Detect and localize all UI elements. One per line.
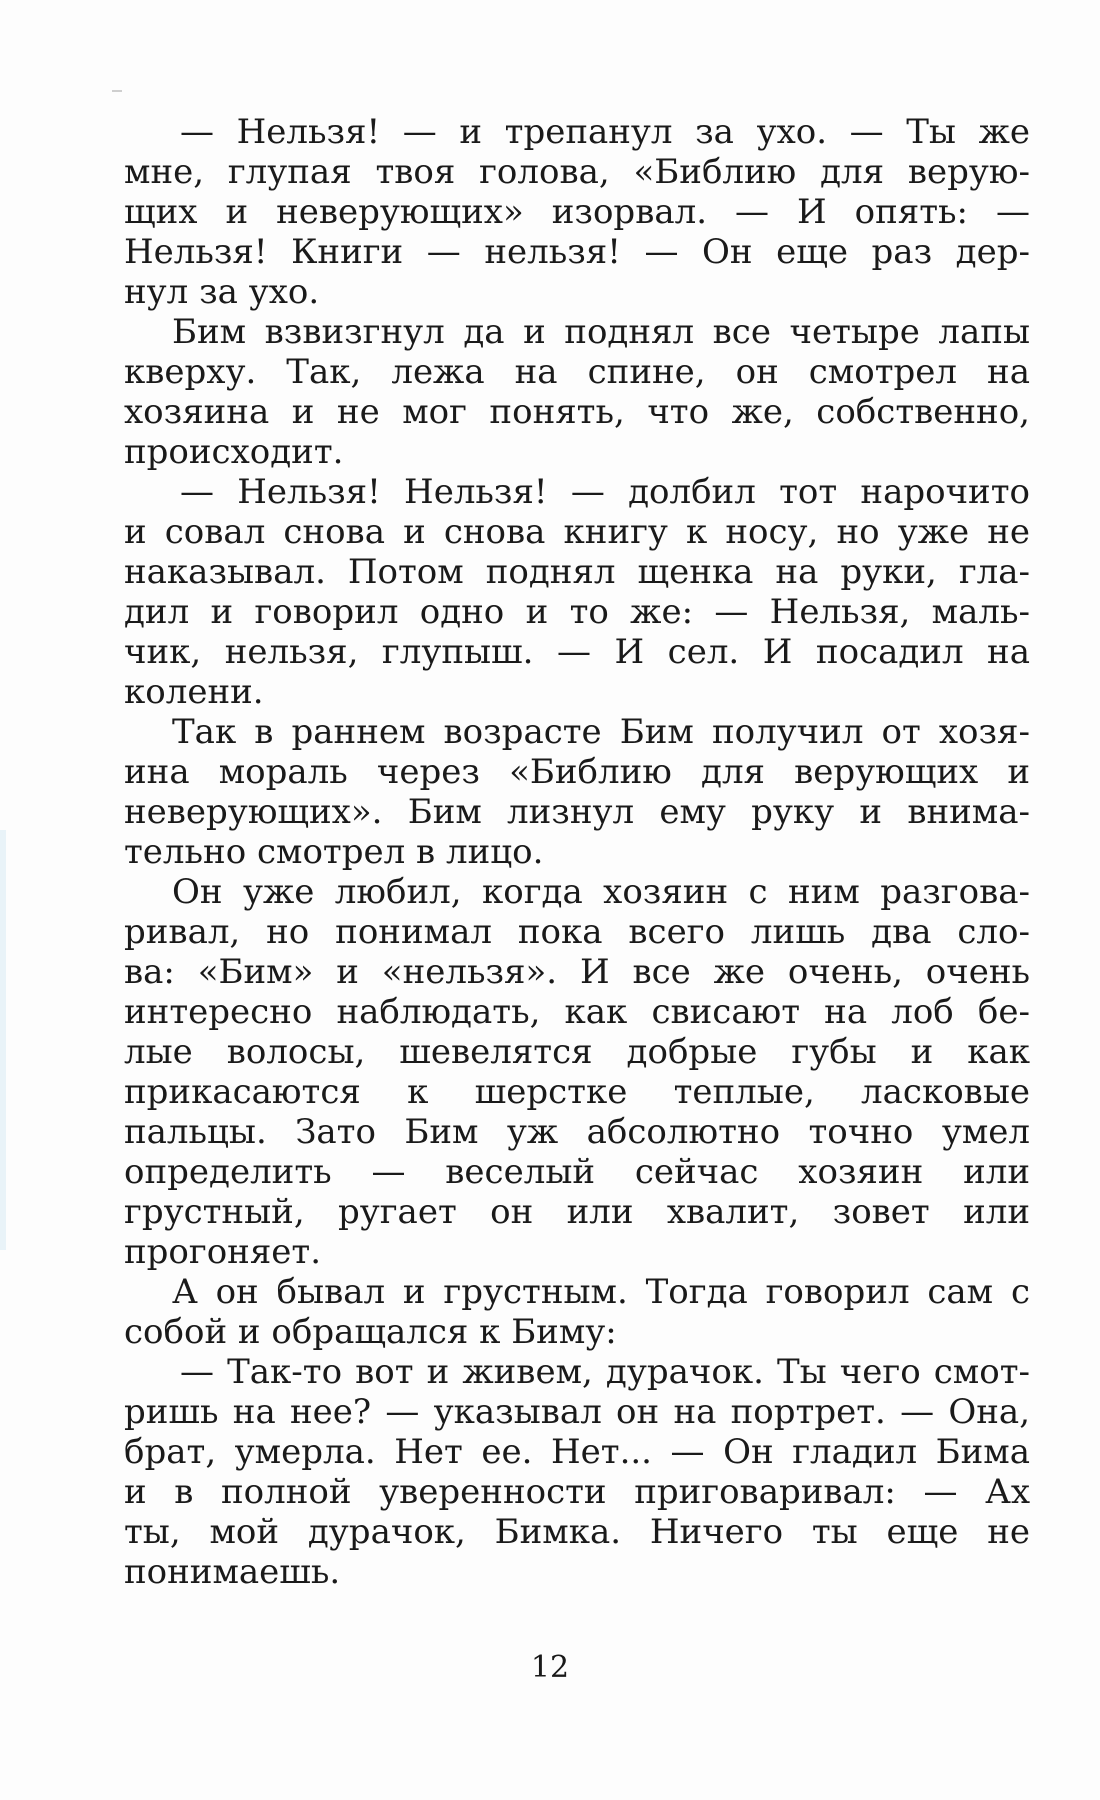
text-line: — Нельзя! Нельзя! — долбил тот нарочито — [180, 472, 1030, 512]
text-line: и совал снова и снова книгу к носу, но уже не — [124, 512, 1030, 552]
text-line: прикасаются к шерстке теплые, ласковые — [124, 1072, 1030, 1112]
text-line: Так в раннем возрасте Бим получил от хозя- — [172, 712, 1030, 752]
text-line: брат, умерла. Нет ее. Нет... — Он гладил Бима — [124, 1432, 1030, 1472]
text-line: происходит. — [124, 432, 344, 472]
text-line: наказывал. Потом поднял щенка на руки, гла- — [124, 552, 1030, 592]
scan-edge-mark — [112, 90, 122, 92]
scan-edge-tint — [0, 830, 6, 1250]
text-line: кверху. Так, лежа на спине, он смотрел на — [124, 352, 1030, 392]
body-text — [124, 112, 1030, 1592]
text-line: — Так-то вот и живем, дурачок. Ты чего смот- — [180, 1352, 1030, 1392]
text-line: Нельзя! Книги — нельзя! — Он еще раз дер- — [124, 232, 1030, 272]
text-line: Бим взвизгнул да и поднял все четыре лапы — [172, 312, 1030, 352]
text-line: тельно смотрел в лицо. — [124, 832, 544, 872]
page-number: 12 — [530, 1650, 570, 1685]
text-line: прогоняет. — [124, 1232, 322, 1272]
text-line: колени. — [124, 672, 264, 712]
text-line: мне, глупая твоя голова, «Библию для верую- — [124, 152, 1030, 192]
text-line: собой и обращался к Биму: — [124, 1312, 617, 1352]
text-line: А он бывал и грустным. Тогда говорил сам с — [172, 1272, 1030, 1312]
text-line: интересно наблюдать, как свисают на лоб бе- — [124, 992, 1030, 1032]
paragraph — [124, 1272, 1030, 1352]
paragraph — [124, 1352, 1030, 1592]
text-line: хозяина и не мог понять, что же, собственно, — [124, 392, 1030, 432]
paragraph — [124, 312, 1030, 472]
text-line: дил и говорил одно и то же: — Нельзя, маль- — [124, 592, 1030, 632]
text-line: нул за ухо. — [124, 272, 320, 312]
text-line: пальцы. Зато Бим уж абсолютно точно умел — [124, 1112, 1030, 1152]
text-line: ина мораль через «Библию для верующих и — [124, 752, 1030, 792]
text-line: неверующих». Бим лизнул ему руку и внима- — [124, 792, 1030, 832]
text-line: — Нельзя! — и трепанул за ухо. — Ты же — [180, 112, 1030, 152]
text-line: грустный, ругает он или хвалит, зовет или — [124, 1192, 1030, 1232]
text-line: чик, нельзя, глупыш. — И сел. И посадил на — [124, 632, 1030, 672]
text-line: понимаешь. — [124, 1552, 341, 1592]
text-line: лые волосы, шевелятся добрые губы и как — [124, 1032, 1030, 1072]
text-line: щих и неверующих» изорвал. — И опять: — — [124, 192, 1030, 232]
text-line: ты, мой дурачок, Бимка. Ничего ты еще не — [124, 1512, 1030, 1552]
text-line: ва: «Бим» и «нельзя». И все же очень, очень — [124, 952, 1030, 992]
paragraph — [124, 712, 1030, 872]
text-line: Он уже любил, когда хозяин с ним разгова- — [172, 872, 1030, 912]
text-line: и в полной уверенности приговаривал: — Ах — [124, 1472, 1030, 1512]
paragraph — [124, 472, 1030, 712]
text-line: ривал, но понимал пока всего лишь два сло- — [124, 912, 1030, 952]
text-line: определить — веселый сейчас хозяин или — [124, 1152, 1030, 1192]
paragraph — [124, 872, 1030, 1272]
text-line: ришь на нее? — указывал он на портрет. — Она, — [124, 1392, 1030, 1432]
paragraph — [124, 112, 1030, 312]
